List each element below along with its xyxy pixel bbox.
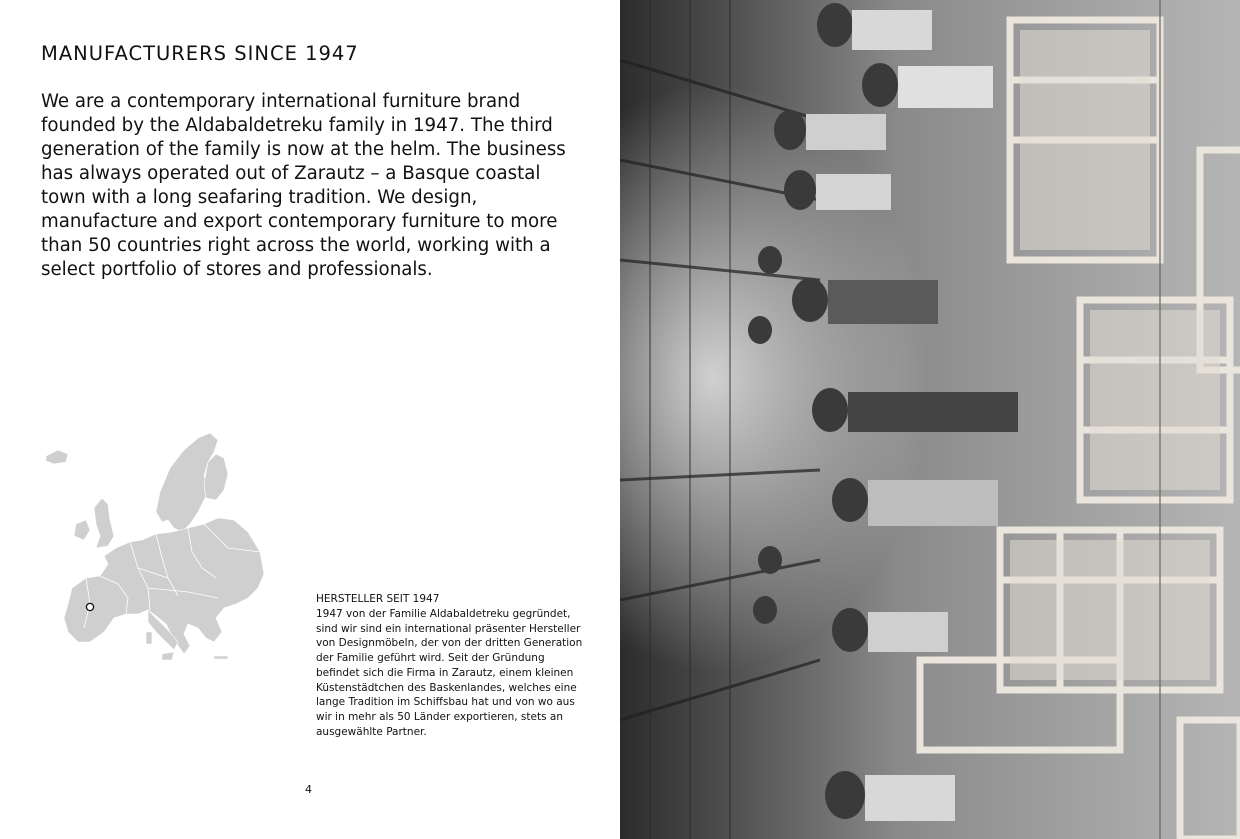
map-ireland (74, 520, 90, 540)
page-title: MANUFACTURERS SINCE 1947 (41, 42, 359, 65)
page-number: 4 (305, 783, 312, 796)
map-crete (214, 656, 228, 659)
map-britain (94, 498, 114, 548)
german-body: 1947 von der Familie Aldabaldetreku gegründet, sind wir sind ein international präsenter Hersteller von Designmöbeln, der von der dritten Generation der Familie geführt wird. Seit der Gründung befindet sich die Firma in Zarautz, einem kleinen Küstenstädtchen des Baskenlandes, welches eine lange Tradition im Schiffsbau hat und von wo aus wir in mehr als 50 Länder exportieren, stets an ausgewählte Partner. (316, 608, 583, 738)
map-sardinia (146, 632, 152, 644)
map-iceland (46, 450, 68, 464)
intro-paragraph: We are a contemporary international furniture brand founded by the Aldabaldetreku family in 1947. The third generation of the family is now at the helm. The business has always operated out of Zarautz – a Basque coastal town with a long seafaring tradition. We design, manufacture and export contemporary furniture to more than 50 countries right across the world, working with a select portfolio of stores and professionals. (41, 91, 566, 280)
location-marker (86, 603, 93, 610)
europe-map (38, 428, 270, 664)
german-title: HERSTELLER SEIT 1947 (316, 593, 440, 605)
map-sicily (162, 652, 174, 660)
factory-photo (620, 0, 1240, 839)
